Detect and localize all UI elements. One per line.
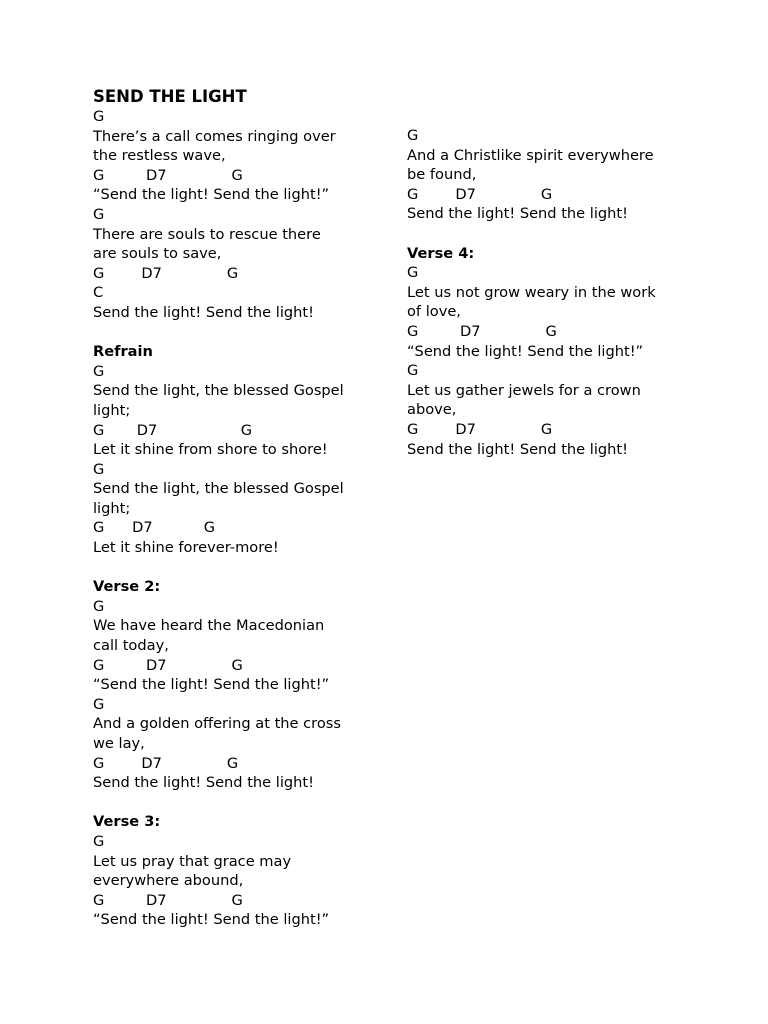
section-heading: Verse 4: — [407, 244, 475, 262]
lyric-line: we lay, — [93, 735, 145, 752]
chord-line: G — [93, 832, 105, 850]
section-heading: Verse 3: — [93, 813, 161, 831]
song-title: SEND THE LIGHT — [93, 87, 247, 106]
lyric-line: Let us not grow weary in the work — [407, 283, 656, 301]
lyric-line: There’s a call comes ringing over — [93, 127, 336, 145]
lyric-line: call today, — [93, 637, 169, 655]
chord-line: G — [407, 362, 419, 380]
lyric-line: light; — [93, 499, 131, 517]
left-column — [93, 87, 373, 930]
lyric-line: We have heard the Macedonian — [93, 617, 325, 635]
blank-line — [93, 558, 373, 578]
lyric-line: Let it shine from shore to shore! — [93, 441, 328, 459]
lyric-line: And a golden offering at the cross — [93, 715, 341, 733]
lyric-line: the restless wave, — [93, 147, 226, 165]
lyric-line: And a Christlike spirit everywhere — [407, 146, 654, 164]
lyric-line: are souls to save, — [93, 245, 222, 263]
blank-line — [93, 793, 373, 813]
lyric-line: There are souls to rescue there — [93, 225, 321, 243]
chord-line: G — [93, 362, 105, 380]
lyric-line: Send the light! Send the light! — [93, 774, 314, 792]
lyric-line: “Send the light! Send the light!” — [93, 911, 330, 929]
lyric-line: everywhere abound, — [93, 872, 244, 890]
chord-line: G — [93, 597, 105, 615]
lyric-line: light; — [93, 401, 131, 419]
chord-line: G D7 G — [93, 891, 243, 909]
chord-line: C — [93, 284, 104, 302]
chord-line: G D7 G — [93, 264, 239, 282]
section-heading: Verse 2: — [93, 578, 161, 596]
lyric-line: Send the light! Send the light! — [407, 205, 628, 223]
lyric-line: “Send the light! Send the light!” — [93, 676, 330, 694]
lyric-line: be found, — [407, 166, 477, 184]
lyric-line: “Send the light! Send the light!” — [93, 186, 330, 204]
chord-line: G D7 G — [93, 166, 243, 184]
lyric-line: “Send the light! Send the light!” — [407, 342, 644, 360]
chord-line: G D7 G — [93, 519, 216, 537]
lyric-line: Send the light! Send the light! — [407, 440, 628, 458]
blank-line — [93, 323, 373, 343]
chord-line: G — [93, 695, 105, 713]
lyric-line: of love, — [407, 303, 461, 321]
lyric-line: Let us gather jewels for a crown — [407, 381, 641, 399]
chord-line: G — [93, 108, 105, 125]
chord-line: G — [407, 127, 419, 144]
lyric-line: Send the light! Send the light! — [93, 303, 314, 321]
lyric-line: Let it shine forever-more! — [93, 539, 279, 557]
chord-line: G D7 G — [93, 754, 239, 772]
chord-line: G D7 G — [407, 185, 553, 203]
lyric-line: Let us pray that grace may — [93, 852, 292, 870]
chord-line: G D7 G — [93, 421, 253, 439]
chord-line: G — [93, 205, 105, 223]
chord-line: G D7 G — [407, 420, 553, 438]
chord-line: G — [407, 264, 419, 282]
blank-line — [407, 224, 687, 244]
chord-line: G — [93, 460, 105, 478]
lyric-line: Send the light, the blessed Gospel — [93, 480, 344, 498]
chord-line: G D7 G — [93, 656, 243, 674]
lyric-line: Send the light, the blessed Gospel — [93, 382, 344, 400]
section-heading: Refrain — [93, 343, 153, 361]
chord-line: G D7 G — [407, 322, 557, 340]
lyric-line: above, — [407, 401, 457, 419]
right-column — [407, 126, 687, 459]
